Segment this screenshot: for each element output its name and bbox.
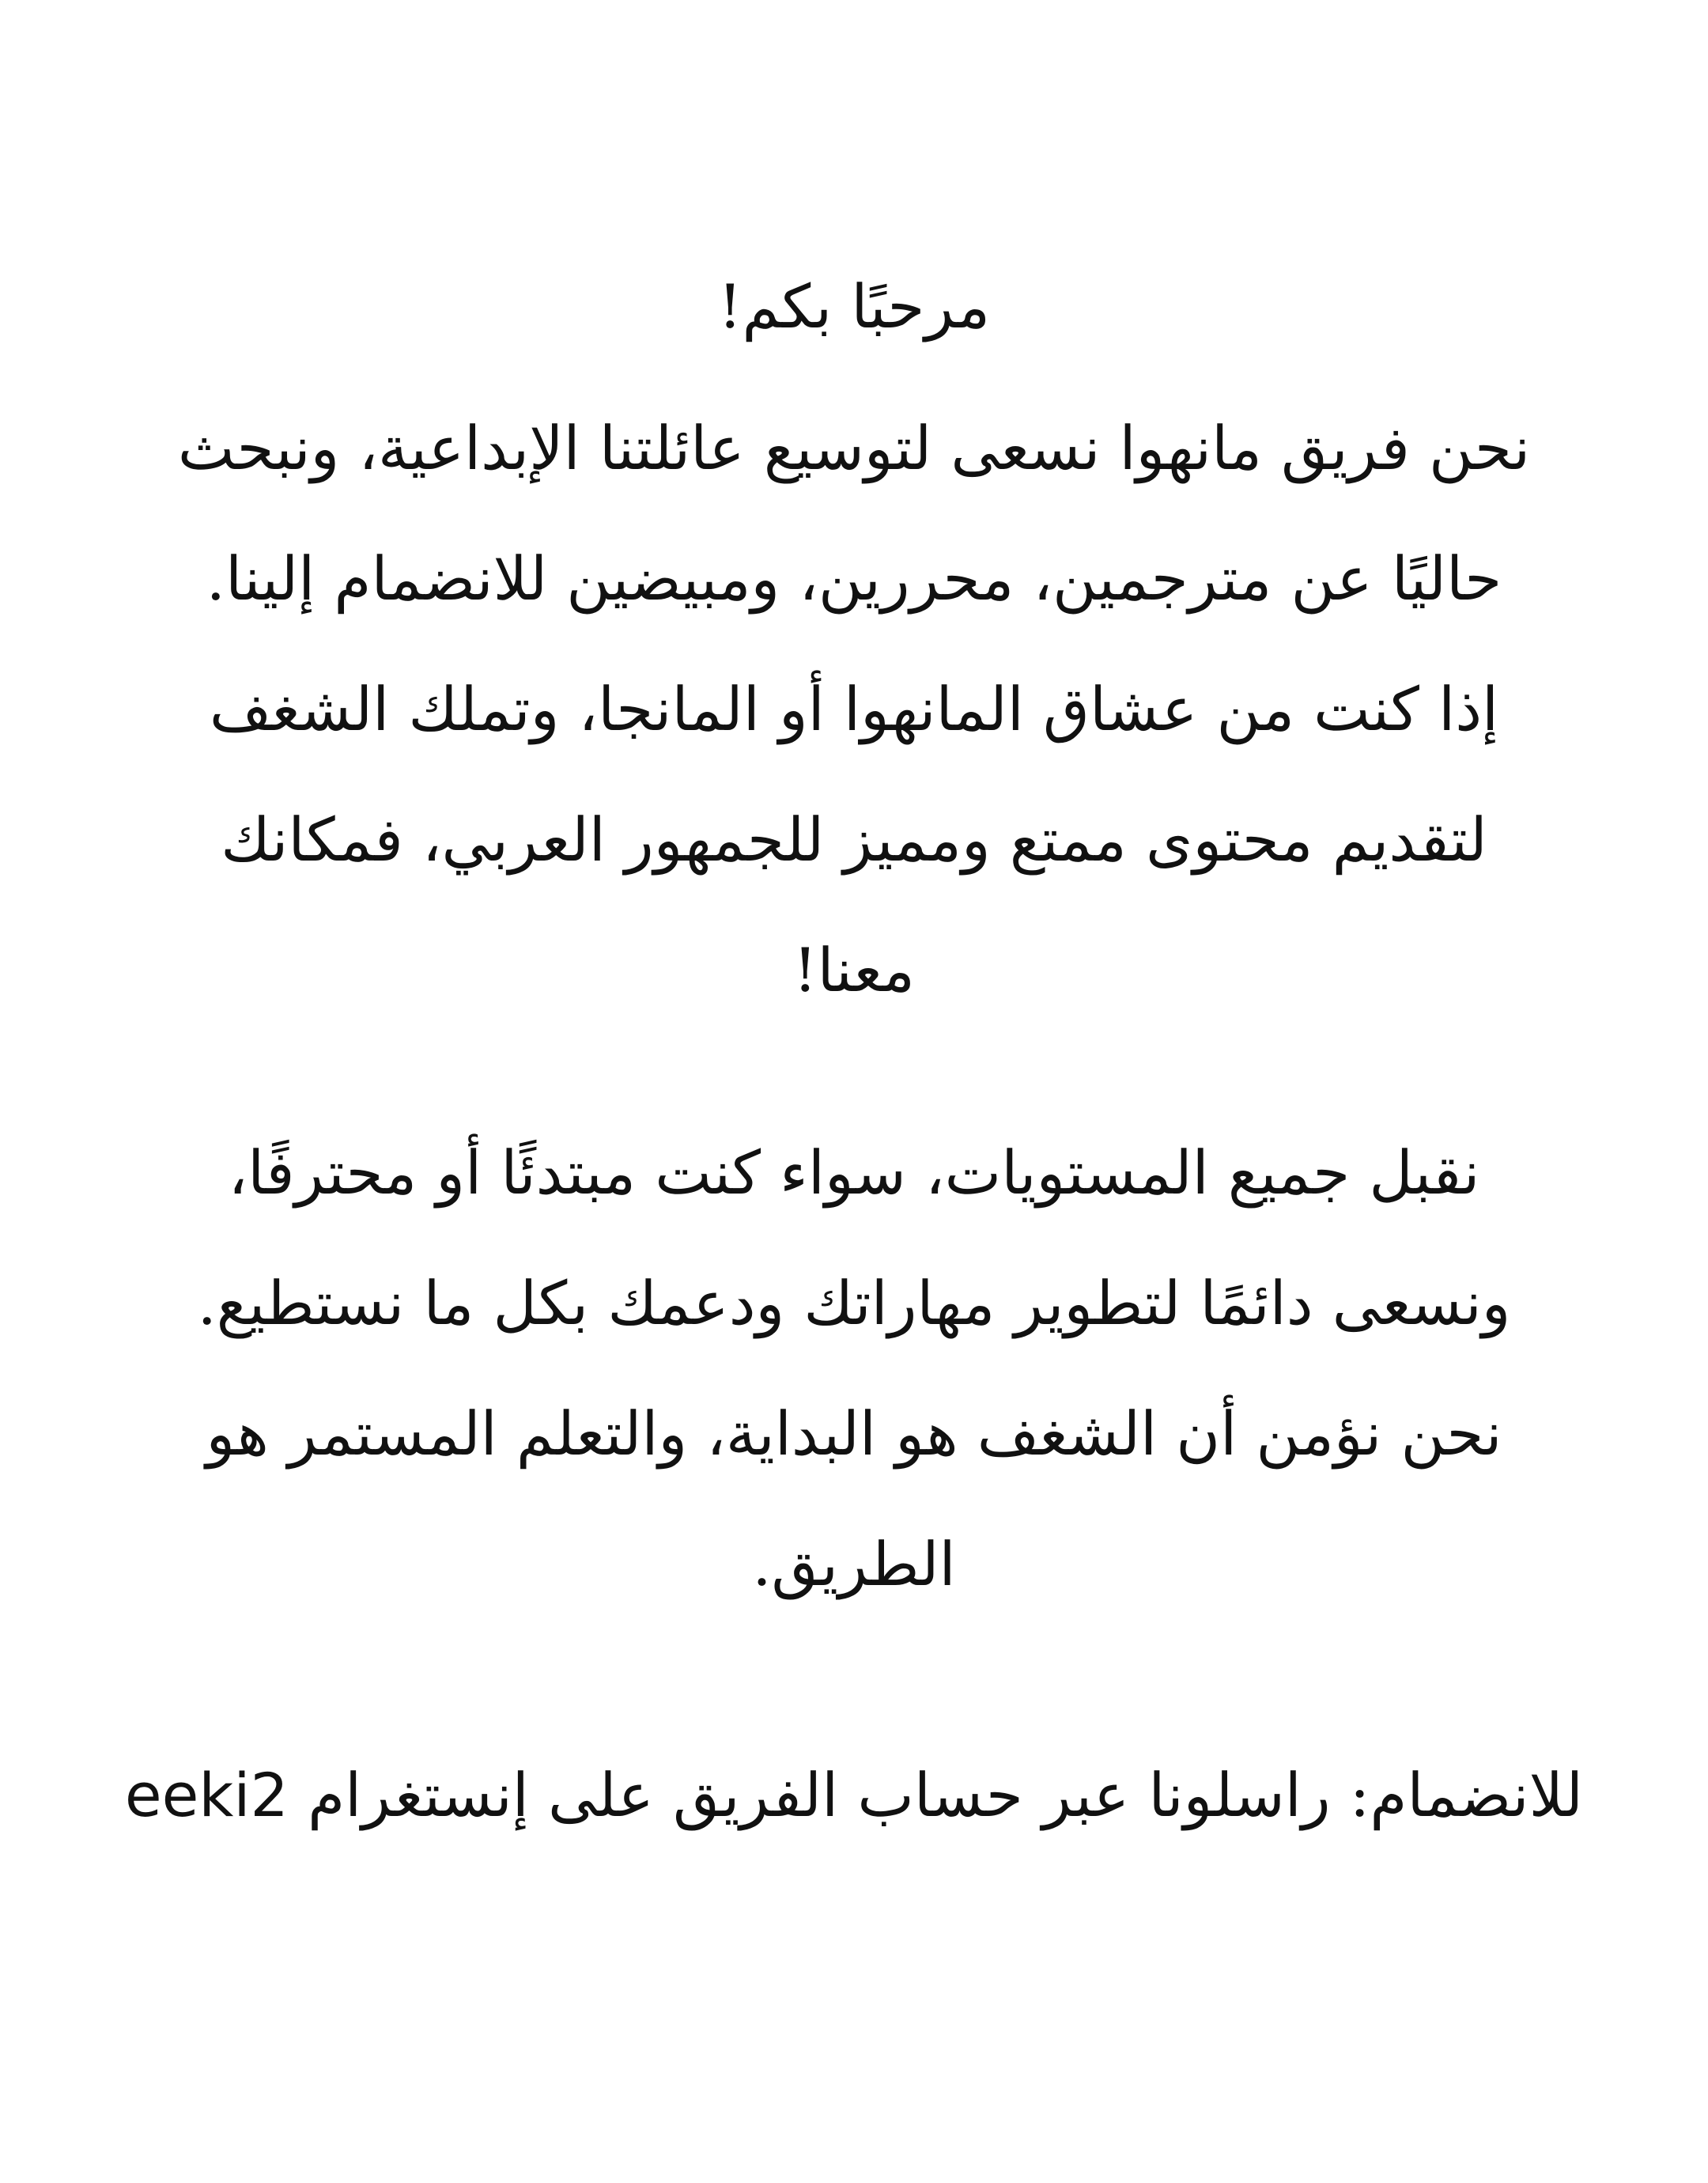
recruitment-paragraph: [119, 383, 1589, 1035]
instagram-handle: eeki2: [124, 1760, 289, 1830]
welcome-line: مرحبًا بكم!: [717, 271, 991, 342]
paragraph-line: نقبل جميع المستويات، سواء كنت مبتدئًا أو محترفًا،: [228, 1137, 1480, 1208]
paragraph-line: إذا كنت من عشاق المانهوا أو المانجا، وتملك الشغف: [209, 674, 1499, 744]
paragraph-line: ونسعى دائمًا لتطوير مهاراتك ودعمك بكل ما نستطيع.: [197, 1268, 1511, 1338]
paragraph-line: معنا!: [792, 935, 915, 1005]
levels-paragraph: [119, 1107, 1589, 1629]
paragraph-line: نحن نؤمن أن الشغف هو البداية، والتعلم المستمر هو: [206, 1398, 1502, 1469]
welcome-heading: [119, 269, 1589, 356]
join-line: [119, 1740, 1589, 1851]
paragraph-line: نحن فريق مانهوا نسعى لتوسيع عائلتنا الإبداعية، ونبحث: [177, 413, 1531, 483]
paragraph-line: حاليًا عن مترجمين، محررين، ومبيضين للانضمام إلينا.: [206, 543, 1502, 614]
paragraph-line: الطريق.: [752, 1529, 956, 1599]
paragraph-line: لتقديم محتوى ممتع ومميز للجمهور العربي، فمكانك: [221, 804, 1487, 875]
join-instructions: [119, 1740, 1589, 1851]
join-text: للانضمام: راسلونا عبر حساب الفريق على إنستغرام: [308, 1760, 1584, 1830]
